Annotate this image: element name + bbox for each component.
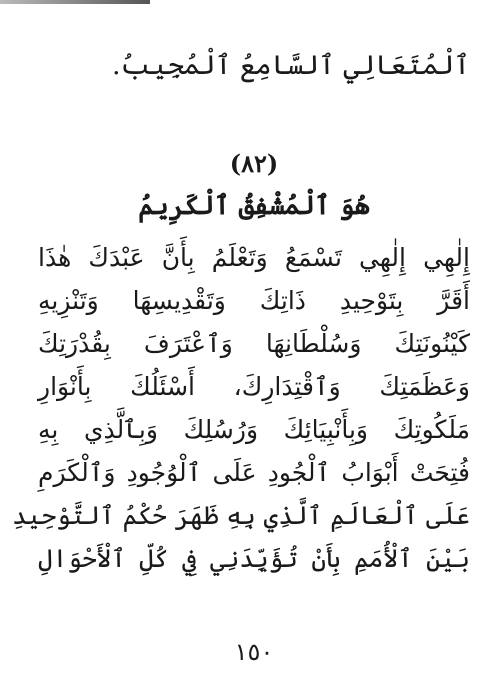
prayer-line: إِلٰهِي إِلٰهِي تَسْمَعُ وَتَعْلَمُ بِأَنَّ عَبْدَكَ هٰذَا: [38, 243, 470, 272]
book-page: [12, 0, 470, 699]
prayer-line: وَعَظَمَتِكَ وَٱقْتِدَارِكَ، أَسْئَلُكَ بِأَنْوَارِ: [38, 372, 470, 401]
section-number: (٨٢): [229, 149, 279, 178]
prayer-body: [12, 236, 470, 580]
prayer-line: مَلَكُوتِكَ وَبِأَنْبِيَائِكَ وَرُسُلِكَ وَبِٱلَّذِي بِهِ: [38, 415, 470, 444]
prayer-line: فُتِحَتْ أَبْوَابُ ٱلْجُودِ عَلَى ٱلْوُجُودِ وَٱلْكَرَمِ: [38, 458, 470, 487]
section-heading: هُوَ ٱلْمُشْفِقُ ٱلْكَرِيمُ: [138, 191, 370, 221]
prayer-line: عَلَى ٱلْعَالَمِ ٱلَّذِي بِهِ ظَهَرَ حُكْمُ ٱلتَّوْحِيدِ: [12, 501, 470, 530]
prayer-line: بَيْنَ ٱلْأُمَمِ بِأَنْ تُؤَيِّدَنِي فِي كُلِّ ٱلْأَحْوَالِ: [38, 544, 470, 573]
prayer-line: أَقَرَّ بِتَوْحِيدِ ذَاتِكَ وَتَقْدِيسِهَا وَتَنْزِيهِ: [38, 286, 470, 315]
page-number: ١٥٠: [234, 638, 274, 666]
prayer-line: كَيْنُونَتِكَ وَسُلْطَانِهَا وَٱعْتَرَفَ بِقُدْرَتِكَ: [38, 329, 470, 358]
previous-prayer-closing-line: ٱلْمُتَعَالِي ٱلسَّامِعُ ٱلْمُجِيبُ.: [112, 50, 470, 81]
